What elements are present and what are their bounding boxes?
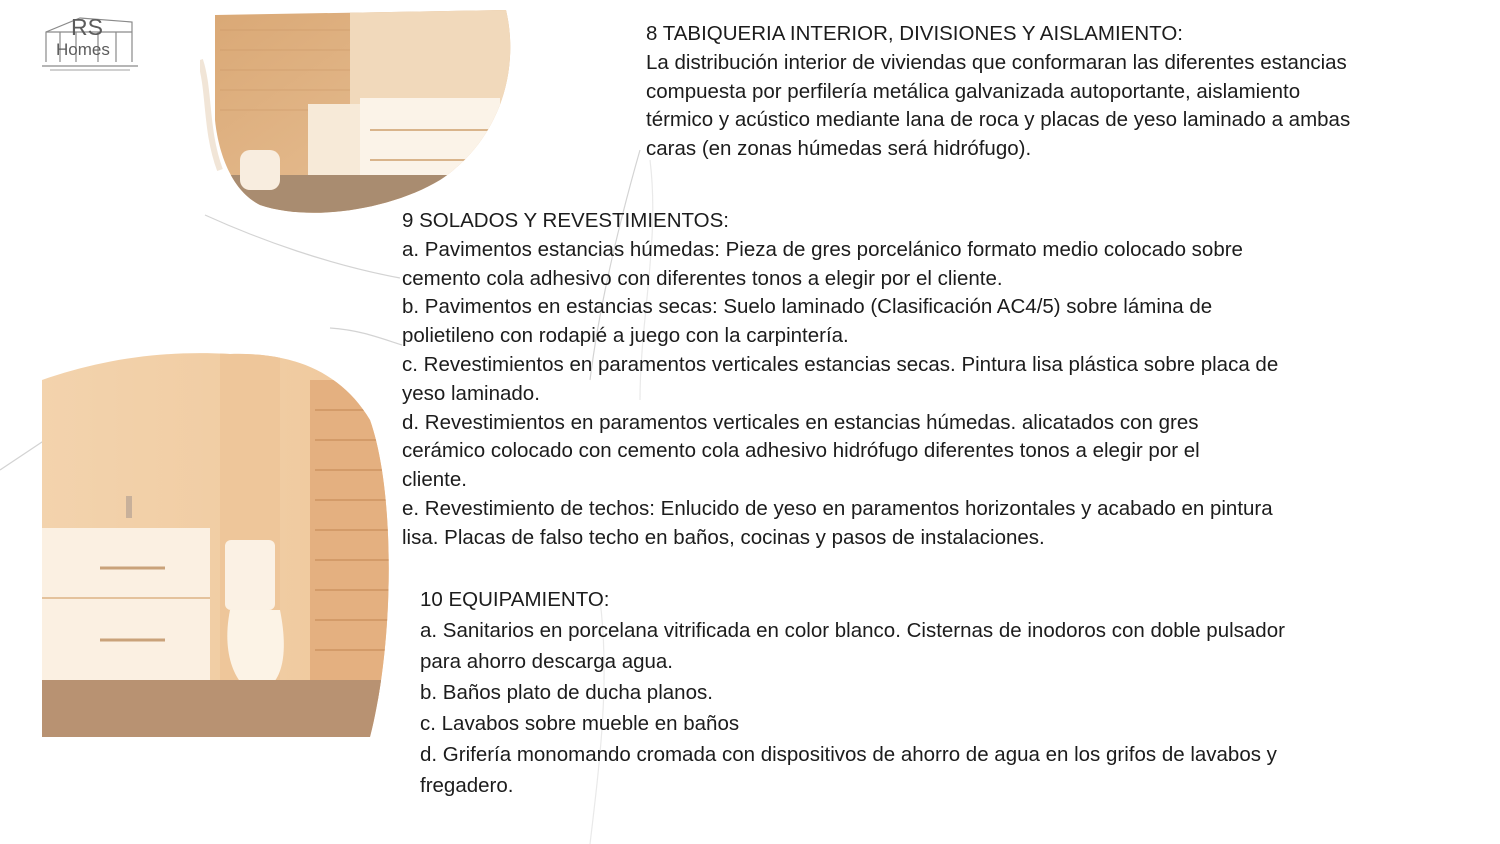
- section-8-line: caras (en zonas húmedas será hidrófugo).: [646, 137, 1032, 161]
- section-10-title: 10 EQUIPAMIENTO:: [420, 588, 610, 611]
- section-8-title: 8 TABIQUERIA INTERIOR, DIVISIONES Y AISLAMIENTO:: [646, 22, 1183, 45]
- section-8-line: La distribución interior de viviendas que conformaran las diferentes estancias: [646, 50, 1347, 74]
- section-9-line: lisa. Placas de falso techo en baños, cocinas y pasos de instalaciones.: [402, 525, 1045, 549]
- logo-homes-text: Homes: [56, 40, 110, 59]
- section-9-line: cemento cola adhesivo con diferentes tonos a elegir por el cliente.: [402, 266, 1003, 290]
- section-9-line: b. Pavimentos en estancias secas: Suelo laminado (Clasificación AC4/5) sobre lámina de: [402, 295, 1213, 319]
- section-10-line: fregadero.: [420, 774, 514, 797]
- section-8-line: compuesta por perfilería metálica galvanizada autoportante, aislamiento: [646, 79, 1301, 103]
- section-8-tabiqueria: [646, 20, 1350, 164]
- bathroom-photo-top: [200, 0, 520, 220]
- section-10-line: para ahorro descarga agua.: [420, 650, 674, 673]
- section-9-line: c. Revestimientos en paramentos verticales estancias secas. Pintura lisa plástica sobre placa de: [402, 352, 1279, 376]
- section-9-line: yeso laminado.: [402, 381, 540, 405]
- section-9-title: 9 SOLADOS Y REVESTIMIENTOS:: [402, 209, 729, 232]
- section-10-line: b. Baños plato de ducha planos.: [420, 681, 713, 704]
- section-10-line: d. Grifería monomando cromada con dispositivos de ahorro de agua en los grifos de lavabos y: [420, 743, 1277, 766]
- section-9-line: a. Pavimentos estancias húmedas: Pieza de gres porcelánico formato medio colocado sobre: [402, 237, 1243, 261]
- section-9-line: d. Revestimientos en paramentos verticales en estancias húmedas. alicatados con gres: [402, 410, 1199, 434]
- logo-rs-text: RS: [71, 14, 103, 40]
- section-9-line: cerámico colocado con cemento cola adhesivo hidrófugo diferentes tonos a elegir por el: [402, 439, 1200, 463]
- rs-homes-logo: [40, 12, 140, 74]
- section-10-equipamiento: [420, 584, 1285, 801]
- section-10-line: c. Lavabos sobre mueble en baños: [420, 712, 740, 735]
- section-8-line: térmico y acústico mediante lana de roca y placas de yeso laminado a ambas: [646, 108, 1351, 132]
- section-9-line: cliente.: [402, 468, 467, 492]
- bathroom-photo-bottom: [40, 340, 400, 740]
- section-10-line: a. Sanitarios en porcelana vitrificada en color blanco. Cisternas de inodoros con doble pulsador: [420, 619, 1285, 642]
- section-9-solados: [402, 207, 1278, 553]
- section-9-line: polietileno con rodapié a juego con la carpintería.: [402, 324, 849, 348]
- section-9-line: e. Revestimiento de techos: Enlucido de yeso en paramentos horizontales y acabado en pintura: [402, 496, 1273, 520]
